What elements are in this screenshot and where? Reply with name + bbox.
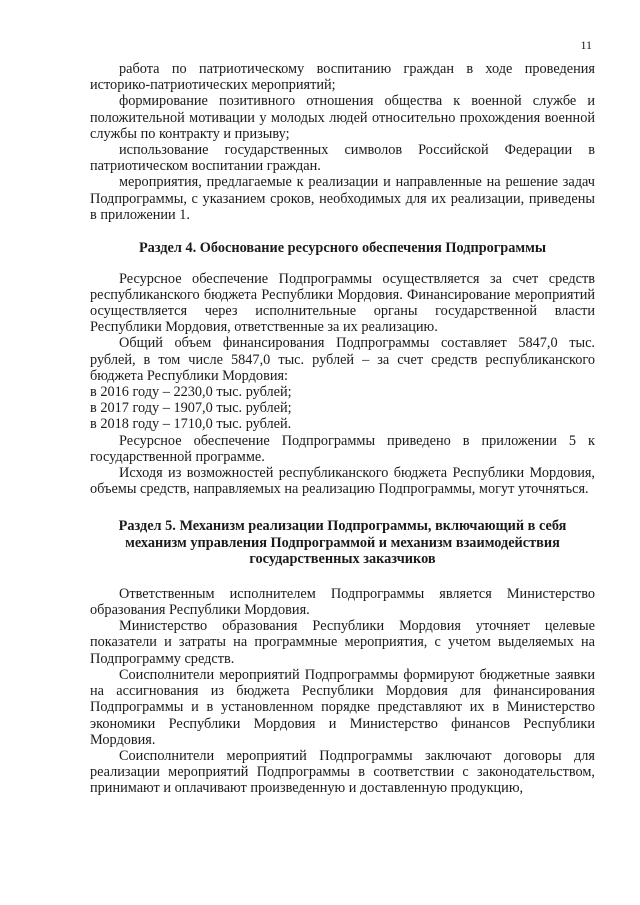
- funding-year-item: в 2018 году – 1710,0 тыс. рублей.: [90, 416, 292, 433]
- page-number: 11: [580, 38, 592, 52]
- paragraph: работа по патриотическому воспитанию граждан в ходе проведения историко-патриотических мероприятий;: [90, 61, 595, 94]
- section-4-heading: Раздел 4. Обоснование ресурсного обеспечения Подпрограммы: [138, 240, 547, 257]
- document-body: [90, 61, 595, 797]
- paragraph: Соисполнители мероприятий Подпрограммы заключают договоры для реализации мероприятий Подпрограммы в соответствии с законодательством, принимают и оплачивают произведенную и доставленную продукцию,: [90, 747, 595, 797]
- paragraph: Соисполнители мероприятий Подпрограммы формируют бюджетные заявки на ассигнования из бюджета Республики Мордовия для финансирования Подпрограммы и в установленном порядке представляют их в Министерство экономики Республики Мордовия и Министерство финансов Республики Мордовия.: [90, 666, 595, 748]
- section-5-heading-line: государственных заказчиков: [249, 551, 436, 568]
- section-5-heading-line: механизм управления Подпрограммой и механизм взаимодействия: [125, 534, 560, 551]
- paragraph: формирование позитивного отношения общества к военной службе и положительной мотивации у молодых людей относительно прохождения военной службы по контракту и призыву;: [90, 93, 595, 142]
- paragraph: мероприятия, предлагаемые к реализации и направленные на решение задач Подпрограммы, с указанием сроков, необходимых для их реализации, приведены в приложении 1.: [90, 174, 595, 223]
- paragraph: Исходя из возможностей республиканского бюджета Республики Мордовия, объемы средств, направляемых на реализацию Подпрограммы, могут уточняться.: [90, 464, 595, 498]
- funding-year-item: в 2016 году – 2230,0 тыс. рублей;: [90, 383, 292, 400]
- funding-year-item: в 2017 году – 1907,0 тыс. рублей;: [90, 400, 292, 417]
- section-5-heading: [90, 518, 595, 568]
- paragraph: Ответственным исполнителем Подпрограммы является Министерство образования Республики Мордовия.: [90, 585, 595, 619]
- paragraph: Министерство образования Республики Мордовия уточняет целевые показатели и затраты на программные мероприятия, с учетом выделяемых на Подпрограмму средств.: [90, 618, 595, 667]
- paragraph: Общий объем финансирования Подпрограммы составляет 5847,0 тыс. рублей, в том числе 5847,0 тыс. рублей – за счет средств республиканского бюджета Республики Мордовия:: [90, 335, 595, 384]
- paragraph: Ресурсное обеспечение Подпрограммы приведено в приложении 5 к государственной программе.: [90, 432, 595, 465]
- paragraph: использование государственных символов Российской Федерации в патриотическом воспитании граждан.: [90, 142, 595, 175]
- paragraph: Ресурсное обеспечение Подпрограммы осуществляется за счет средств республиканского бюджета Республики Мордовия. Финансирование мероприятий осуществляется через исполнительные органы государственной власти Республики Мордовия, ответственные за их реализацию.: [90, 270, 595, 336]
- section-5-heading-line: Раздел 5. Механизм реализации Подпрограммы, включающий в себя: [118, 518, 567, 535]
